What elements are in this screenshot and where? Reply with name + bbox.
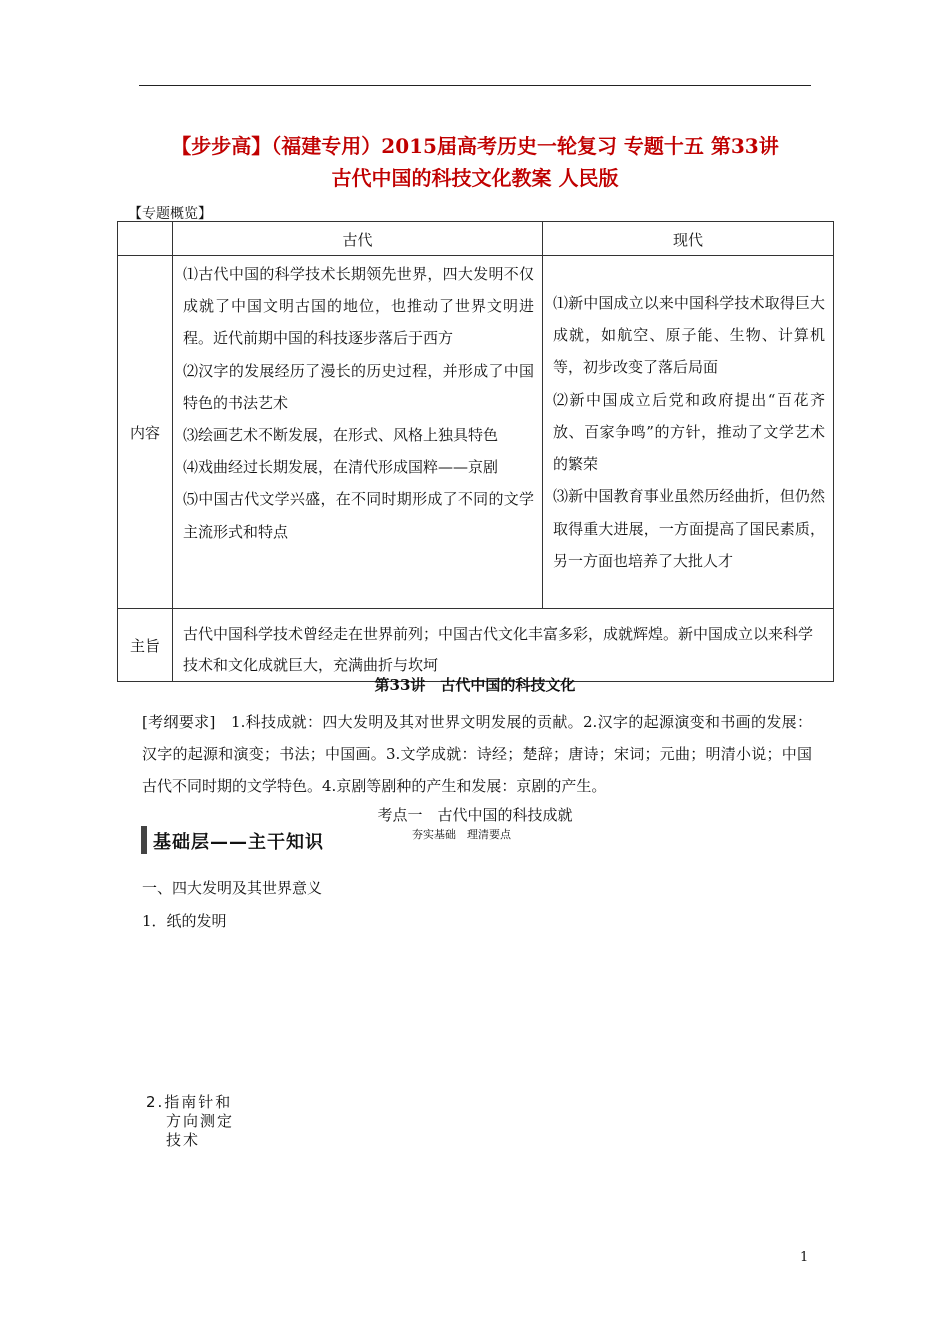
modern-item: ⑶新中国教育事业虽然历经曲折，但仍然取得重大进展，一方面提高了国民素质，另一方面也培养了大批人才 — [553, 487, 825, 570]
document-title-line2: 古代中国的科技文化教案 人民版 — [331, 166, 619, 190]
header-empty-cell — [118, 222, 173, 256]
section-banner — [141, 826, 351, 854]
compass-line: 技术 — [166, 1131, 201, 1149]
banner-title: 基础层——主干知识 — [153, 832, 324, 853]
compass-heading — [146, 1093, 246, 1150]
ancient-item: ⑷戏曲经过长期发展，在清代形成国粹——京剧 — [183, 458, 499, 477]
compass-line: 2.指南针和 — [146, 1093, 233, 1111]
table-header-row — [118, 222, 834, 256]
overview-label: 【专题概览】 — [128, 206, 212, 222]
content-label: 内容 — [118, 256, 173, 609]
ancient-content — [173, 256, 543, 609]
page-number: 1 — [800, 1250, 809, 1265]
document-title-line1: 【步步高】（福建专用）2015届高考历史一轮复习 专题十五 第33讲 — [171, 134, 779, 158]
overview-table — [117, 221, 834, 682]
table-row-gist — [118, 609, 834, 682]
kaodian-heading: 考点一 古代中国的科技成就 — [377, 806, 573, 824]
gist-text: 古代中国科学技术曾经走在世界前列；中国古代文化丰富多彩，成就辉煌。新中国成立以来科学技术和文化成就巨大，充满曲折与坎坷 — [173, 609, 834, 682]
modern-item: ⑴新中国成立以来中国科学技术取得巨大成就，如航空、原子能、生物、计算机等，初步改变了落后局面 — [553, 294, 825, 377]
ancient-item: ⑶绘画艺术不断发展，在形式、风格上独具特色 — [183, 426, 499, 445]
modern-content — [543, 256, 834, 609]
banner-bar — [141, 826, 147, 854]
banner-subtitle: 夯实基础 理清要点 — [412, 828, 511, 841]
header-ancient: 古代 — [173, 222, 543, 256]
subsection-heading: 1．纸的发明 — [142, 912, 227, 930]
ancient-item: ⑸中国古代文学兴盛，在不同时期形成了不同的文学主流形式和特点 — [183, 490, 534, 541]
ancient-item: ⑵汉字的发展经历了漫长的历史过程，并形成了中国特色的书法艺术 — [183, 361, 534, 412]
exam-requirements: [考纲要求] 1.科技成就：四大发明及其对世界文明发展的贡献。2.汉字的起源演变和书画的发展：汉字的起源和演变；书法；中国画。3.文学成就：诗经；楚辞；唐诗；宋词；元曲；明清小说；中国古代不同时期的文学特色。4.京剧等剧种的产生和发展：京剧的产生。 — [142, 713, 812, 795]
compass-line: 方向测定 — [166, 1112, 235, 1130]
ancient-item: ⑴古代中国的科学技术长期领先世界，四大发明不仅成就了中国文明古国的地位，也推动了世界文明进程。近代前期中国的科技逐步落后于西方 — [183, 265, 534, 348]
header-modern: 现代 — [543, 222, 834, 256]
lecture-title: 第33讲 古代中国的科技文化 — [374, 676, 576, 694]
section-heading: 一、四大发明及其世界意义 — [142, 879, 323, 897]
table-row-content — [118, 256, 834, 609]
gist-label: 主旨 — [118, 609, 173, 682]
modern-item: ⑵新中国成立后党和政府提出“百花齐放、百家争鸣”的方针，推动了文学艺术的繁荣 — [553, 390, 825, 474]
header-rule — [139, 85, 811, 86]
